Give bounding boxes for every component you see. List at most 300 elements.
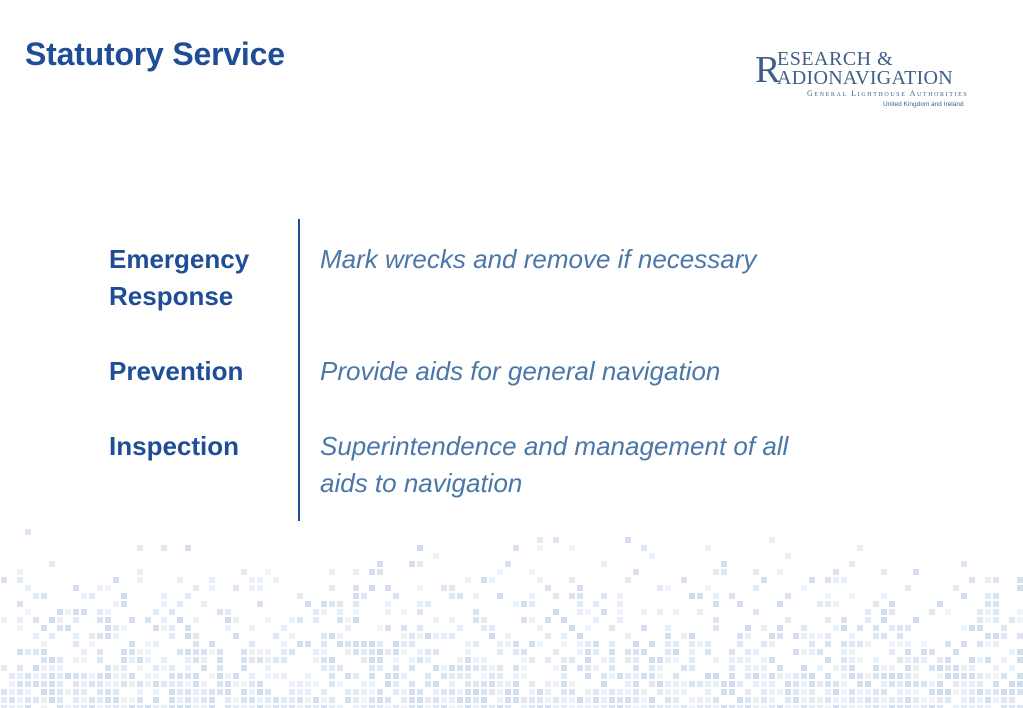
pixel-square — [177, 617, 183, 623]
pixel-square — [337, 641, 343, 647]
pixel-square — [953, 673, 959, 679]
pixel-square — [881, 673, 887, 679]
pixel-square — [129, 681, 135, 687]
pixel-square — [17, 569, 23, 575]
pixel-square — [161, 681, 167, 687]
pixel-square — [689, 681, 695, 687]
pixel-square — [897, 641, 903, 647]
pixel-square — [969, 673, 975, 679]
pixel-square — [1017, 577, 1023, 583]
pixel-square — [1, 697, 7, 703]
pixel-square — [617, 609, 623, 615]
pixel-square — [961, 697, 967, 703]
pixel-square — [249, 641, 255, 647]
pixel-square — [737, 681, 743, 687]
pixel-square — [745, 657, 751, 663]
pixel-square — [873, 673, 879, 679]
pixel-square — [737, 633, 743, 639]
pixel-square — [585, 697, 591, 703]
pixel-square — [177, 673, 183, 679]
pixel-square — [457, 665, 463, 671]
pixel-square — [497, 641, 503, 647]
pixel-square — [113, 681, 119, 687]
pixel-square — [945, 673, 951, 679]
pixel-square — [649, 681, 655, 687]
pixel-square — [729, 593, 735, 599]
pixel-square — [593, 641, 599, 647]
pixel-square — [785, 617, 791, 623]
pixel-square — [417, 697, 423, 703]
pixel-square — [873, 665, 879, 671]
pixel-square — [305, 673, 311, 679]
pixel-square — [17, 577, 23, 583]
pixel-square — [265, 657, 271, 663]
pixel-square — [25, 609, 31, 615]
pixel-square — [585, 665, 591, 671]
pixel-square — [89, 673, 95, 679]
pixel-square — [689, 697, 695, 703]
pixel-square — [121, 601, 127, 607]
pixel-square — [825, 673, 831, 679]
pixel-square — [185, 681, 191, 687]
pixel-square — [953, 649, 959, 655]
pixel-square — [745, 633, 751, 639]
pixel-square — [217, 689, 223, 695]
pixel-square — [25, 673, 31, 679]
pixel-square — [377, 697, 383, 703]
pixel-square — [441, 665, 447, 671]
pixel-square — [633, 681, 639, 687]
pixel-square — [313, 649, 319, 655]
pixel-square — [809, 697, 815, 703]
pixel-square — [257, 585, 263, 591]
pixel-square — [577, 585, 583, 591]
pixel-square — [633, 657, 639, 663]
pixel-square — [57, 657, 63, 663]
pixel-square — [73, 633, 79, 639]
pixel-square — [721, 689, 727, 695]
pixel-square — [849, 697, 855, 703]
pixel-square — [473, 681, 479, 687]
pixel-square — [993, 617, 999, 623]
pixel-square — [881, 569, 887, 575]
pixel-square — [953, 585, 959, 591]
pixel-square — [841, 673, 847, 679]
pixel-square — [841, 657, 847, 663]
pixel-square — [777, 689, 783, 695]
pixel-square — [1, 689, 7, 695]
pixel-square — [1001, 657, 1007, 663]
pixel-square — [193, 657, 199, 663]
pixel-square — [673, 609, 679, 615]
pixel-square — [849, 649, 855, 655]
pixel-square — [377, 561, 383, 567]
pixel-square — [713, 569, 719, 575]
pixel-square — [897, 681, 903, 687]
pixel-square — [25, 585, 31, 591]
pixel-square — [137, 577, 143, 583]
pixel-square — [481, 617, 487, 623]
pixel-square — [873, 689, 879, 695]
pixel-square — [817, 681, 823, 687]
pixel-square — [57, 681, 63, 687]
pixel-square — [617, 601, 623, 607]
pixel-square — [601, 681, 607, 687]
pixel-square — [529, 569, 535, 575]
pixel-square — [305, 601, 311, 607]
pixel-square — [1017, 585, 1023, 591]
pixel-square — [489, 673, 495, 679]
pixel-square — [841, 625, 847, 631]
pixel-square — [401, 625, 407, 631]
pixel-square — [761, 697, 767, 703]
pixel-square — [737, 641, 743, 647]
pixel-square — [873, 697, 879, 703]
pixel-square — [881, 633, 887, 639]
pixel-square — [577, 649, 583, 655]
pixel-square — [481, 681, 487, 687]
pixel-square — [217, 649, 223, 655]
pixel-square — [969, 665, 975, 671]
pixel-square — [433, 697, 439, 703]
pixel-square — [249, 649, 255, 655]
pixel-square — [985, 689, 991, 695]
pixel-square — [121, 681, 127, 687]
pixel-square — [969, 697, 975, 703]
pixel-square — [681, 681, 687, 687]
pixel-square — [65, 609, 71, 615]
pixel-square — [337, 633, 343, 639]
pixel-square — [129, 673, 135, 679]
pixel-square — [849, 689, 855, 695]
pixel-square — [545, 689, 551, 695]
pixel-square — [433, 665, 439, 671]
pixel-square — [17, 625, 23, 631]
pixel-square — [489, 681, 495, 687]
pixel-square — [993, 673, 999, 679]
pixel-square — [193, 649, 199, 655]
pixel-square — [601, 697, 607, 703]
pixel-square — [169, 681, 175, 687]
pixel-square — [817, 633, 823, 639]
pixel-square — [993, 593, 999, 599]
pixel-square — [185, 625, 191, 631]
pixel-square — [769, 673, 775, 679]
pixel-square — [945, 641, 951, 647]
pixel-square — [41, 649, 47, 655]
pixel-square — [865, 697, 871, 703]
pixel-square — [825, 617, 831, 623]
pixel-square — [905, 641, 911, 647]
pixel-square — [425, 673, 431, 679]
pixel-square — [633, 673, 639, 679]
pixel-square — [73, 673, 79, 679]
pixel-square — [657, 585, 663, 591]
pixel-square — [41, 625, 47, 631]
pixel-square — [545, 585, 551, 591]
pixel-square — [577, 593, 583, 599]
pixel-square — [985, 609, 991, 615]
pixel-square — [297, 681, 303, 687]
pixel-square — [257, 689, 263, 695]
pixel-square — [993, 697, 999, 703]
pixel-square — [801, 625, 807, 631]
pixel-square — [89, 641, 95, 647]
pixel-square — [321, 697, 327, 703]
pixel-square — [265, 673, 271, 679]
pixel-square — [929, 609, 935, 615]
pixel-square — [577, 601, 583, 607]
pixel-square — [89, 633, 95, 639]
pixel-square — [97, 681, 103, 687]
pixel-square — [57, 689, 63, 695]
pixel-square — [929, 697, 935, 703]
pixel-square — [153, 609, 159, 615]
pixel-square — [1001, 625, 1007, 631]
pixel-square — [121, 673, 127, 679]
pixel-square — [585, 673, 591, 679]
pixel-square — [449, 617, 455, 623]
logo-line1: ESEARCH & — [777, 48, 894, 70]
pixel-square — [505, 681, 511, 687]
pixel-square — [209, 577, 215, 583]
pixel-square — [281, 649, 287, 655]
pixel-square — [241, 681, 247, 687]
label-emergency-response — [109, 241, 249, 315]
pixel-square — [953, 665, 959, 671]
pixel-square — [153, 625, 159, 631]
pixel-square — [841, 649, 847, 655]
pixel-square — [561, 689, 567, 695]
pixel-square — [89, 681, 95, 687]
pixel-square — [345, 649, 351, 655]
pixel-square — [369, 569, 375, 575]
pixel-square — [137, 697, 143, 703]
pixel-square — [329, 569, 335, 575]
pixel-square — [417, 633, 423, 639]
pixel-square — [57, 665, 63, 671]
pixel-square — [73, 657, 79, 663]
pixel-square — [369, 657, 375, 663]
pixel-square — [993, 577, 999, 583]
pixel-square — [161, 545, 167, 551]
pixel-square — [705, 585, 711, 591]
pixel-square — [433, 649, 439, 655]
pixel-square — [377, 569, 383, 575]
pixel-square — [865, 673, 871, 679]
pixel-square — [913, 569, 919, 575]
pixel-square — [449, 681, 455, 687]
pixel-square — [9, 673, 15, 679]
pixel-square — [313, 681, 319, 687]
pixel-square — [881, 697, 887, 703]
pixel-square — [961, 625, 967, 631]
pixel-square — [281, 657, 287, 663]
pixel-square — [265, 569, 271, 575]
pixel-square — [561, 641, 567, 647]
pixel-square — [353, 697, 359, 703]
pixel-square — [1001, 689, 1007, 695]
pixel-square — [497, 569, 503, 575]
pixel-square — [49, 673, 55, 679]
pixel-square — [689, 665, 695, 671]
pixel-square — [649, 673, 655, 679]
pixel-square — [529, 617, 535, 623]
pixel-square — [625, 537, 631, 543]
pixel-square — [353, 585, 359, 591]
pixel-square — [857, 697, 863, 703]
logo-initial: R — [755, 49, 781, 91]
pixel-square — [945, 689, 951, 695]
pixel-square — [177, 577, 183, 583]
pixel-square — [689, 641, 695, 647]
pixel-square — [1017, 609, 1023, 615]
pixel-square — [953, 681, 959, 687]
pixel-square — [1001, 673, 1007, 679]
slide-title: Statutory Service — [25, 36, 285, 72]
pixel-square — [905, 681, 911, 687]
pixel-square — [753, 585, 759, 591]
pixel-square — [121, 657, 127, 663]
pixel-square — [417, 625, 423, 631]
pixel-square — [537, 697, 543, 703]
pixel-square — [649, 641, 655, 647]
pixel-square — [1009, 649, 1015, 655]
pixel-square — [897, 697, 903, 703]
pixel-square — [33, 681, 39, 687]
vertical-divider — [298, 219, 300, 521]
pixel-square — [481, 665, 487, 671]
pixel-square — [145, 641, 151, 647]
pixel-square — [833, 625, 839, 631]
pixel-square — [841, 665, 847, 671]
pixel-square — [353, 641, 359, 647]
pixel-square — [753, 665, 759, 671]
pixel-square — [569, 689, 575, 695]
pixel-square — [985, 617, 991, 623]
pixel-square — [801, 665, 807, 671]
pixel-square — [849, 633, 855, 639]
pixel-square — [713, 601, 719, 607]
pixel-square — [761, 665, 767, 671]
pixel-square — [625, 673, 631, 679]
pixel-square — [465, 657, 471, 663]
pixel-square — [233, 617, 239, 623]
pixel-square — [833, 665, 839, 671]
pixel-square — [385, 585, 391, 591]
pixel-square — [657, 609, 663, 615]
pixel-square — [537, 577, 543, 583]
pixel-square — [833, 569, 839, 575]
pixel-square — [329, 633, 335, 639]
pixel-square — [881, 689, 887, 695]
pixel-square — [625, 681, 631, 687]
pixel-square — [681, 689, 687, 695]
pixel-square — [777, 665, 783, 671]
pixel-square — [817, 665, 823, 671]
pixel-square — [577, 633, 583, 639]
pixel-square — [345, 625, 351, 631]
pixel-square — [17, 697, 23, 703]
pixel-square — [145, 681, 151, 687]
pixel-square — [929, 681, 935, 687]
pixel-square — [905, 649, 911, 655]
pixel-square — [673, 689, 679, 695]
pixel-square — [657, 681, 663, 687]
pixel-square — [945, 665, 951, 671]
pixel-square — [705, 641, 711, 647]
pixel-square — [17, 601, 23, 607]
pixel-square — [265, 665, 271, 671]
pixel-square — [33, 673, 39, 679]
pixel-square — [201, 681, 207, 687]
pixel-square — [161, 617, 167, 623]
pixel-square — [857, 673, 863, 679]
pixel-square — [57, 673, 63, 679]
pixel-square — [849, 657, 855, 663]
pixel-square — [441, 697, 447, 703]
pixel-square — [329, 697, 335, 703]
pixel-square — [945, 609, 951, 615]
pixel-square — [417, 657, 423, 663]
pixel-square — [577, 609, 583, 615]
pixel-square — [97, 633, 103, 639]
pixel-square — [977, 617, 983, 623]
pixel-square — [105, 697, 111, 703]
pixel-square — [433, 681, 439, 687]
pixel-square — [105, 681, 111, 687]
pixel-square — [545, 657, 551, 663]
pixel-square — [185, 649, 191, 655]
pixel-square — [17, 689, 23, 695]
pixel-square — [33, 665, 39, 671]
pixel-square — [409, 657, 415, 663]
pixel-square — [273, 657, 279, 663]
pixel-square — [401, 641, 407, 647]
pixel-square — [537, 641, 543, 647]
pixel-square — [281, 625, 287, 631]
research-radionavigation-logo — [755, 47, 977, 111]
pixel-square — [241, 569, 247, 575]
pixel-square — [25, 697, 31, 703]
pixel-square — [153, 697, 159, 703]
pixel-square — [769, 689, 775, 695]
pixel-square — [545, 633, 551, 639]
pixel-square — [609, 665, 615, 671]
pixel-square — [457, 689, 463, 695]
pixel-square — [769, 537, 775, 543]
pixel-square — [801, 673, 807, 679]
pixel-square — [913, 673, 919, 679]
pixel-square — [513, 673, 519, 679]
pixel-square — [897, 673, 903, 679]
pixel-square — [833, 689, 839, 695]
pixel-square — [121, 649, 127, 655]
pixel-square — [793, 673, 799, 679]
pixel-square — [969, 657, 975, 663]
pixel-square — [721, 561, 727, 567]
pixel-square — [857, 625, 863, 631]
pixel-square — [777, 633, 783, 639]
pixel-square — [169, 673, 175, 679]
pixel-square — [33, 649, 39, 655]
pixel-square — [713, 593, 719, 599]
pixel-square — [169, 609, 175, 615]
pixel-square — [921, 681, 927, 687]
pixel-square — [137, 649, 143, 655]
pixel-square — [457, 697, 463, 703]
pixel-square — [473, 665, 479, 671]
